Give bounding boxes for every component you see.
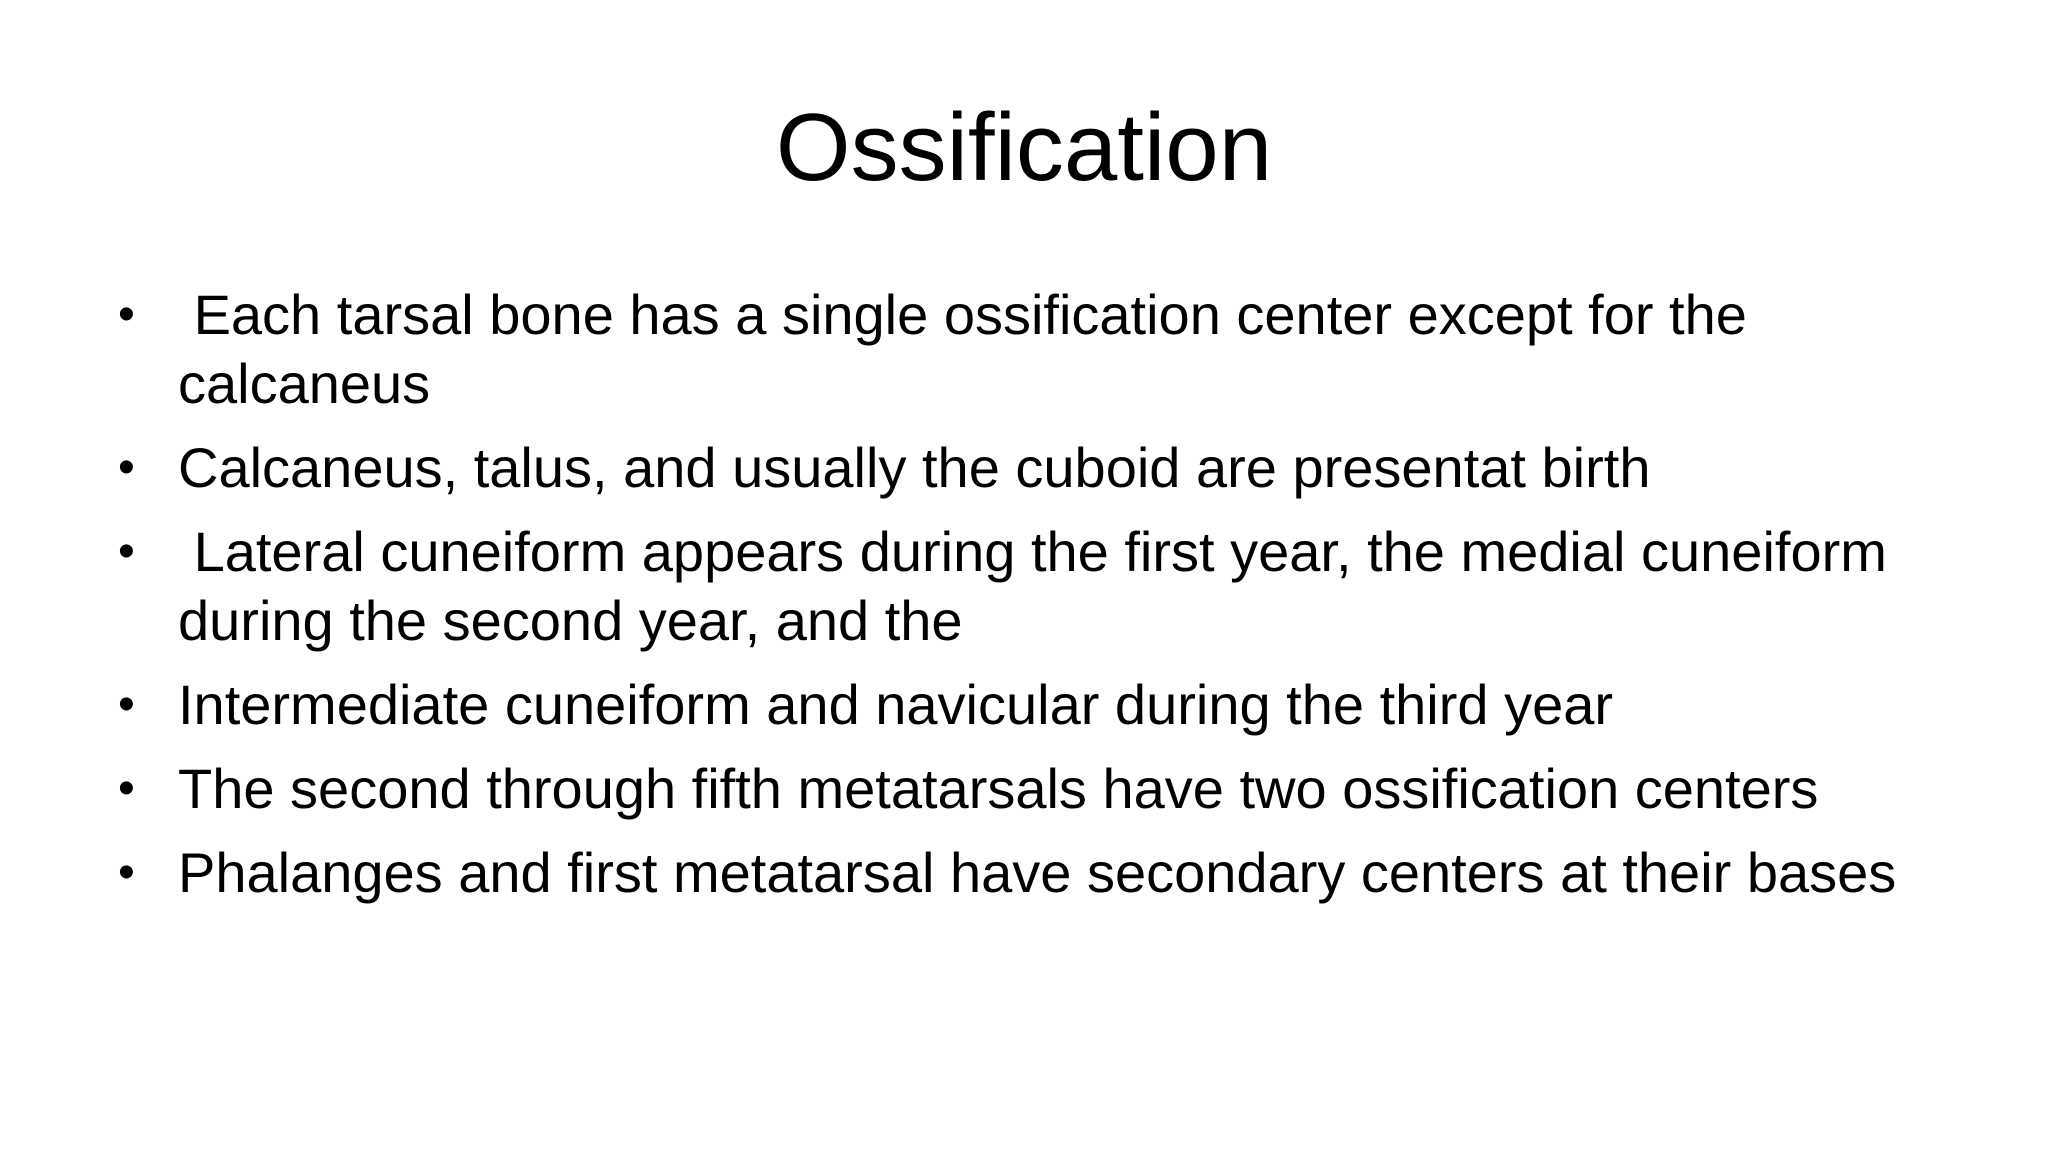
bullet-text: Lateral cuneiform appears during the first year, the medial cuneiform during the second year, and the xyxy=(178,520,1903,652)
bullet-dot: • xyxy=(118,525,135,578)
bullet-dot: • xyxy=(118,678,135,731)
bullet-dot: • xyxy=(118,288,135,341)
bullet-dot: • xyxy=(118,441,135,494)
bullet-list xyxy=(112,280,1942,922)
bullet-text: The second through fifth metatarsals have two ossification centers xyxy=(178,757,1819,820)
bullet-text: Intermediate cuneiform and navicular during the third year xyxy=(178,673,1613,736)
bullet-dot: • xyxy=(118,762,135,815)
bullet-text: Calcaneus, talus, and usually the cuboid are presentat birth xyxy=(178,436,1651,499)
slide-title: Ossification xyxy=(775,94,1273,201)
bullet-item xyxy=(112,280,1942,418)
bullet-dot: • xyxy=(118,846,135,899)
bullet-text: Phalanges and first metatarsal have secondary centers at their bases xyxy=(178,841,1897,904)
bullet-item xyxy=(112,754,1942,823)
bullet-text: Each tarsal bone has a single ossification center except for the calcaneus xyxy=(178,283,1763,415)
bullet-item xyxy=(112,517,1942,655)
bullet-item xyxy=(112,433,1942,502)
bullet-item xyxy=(112,670,1942,739)
bullet-item xyxy=(112,838,1942,907)
